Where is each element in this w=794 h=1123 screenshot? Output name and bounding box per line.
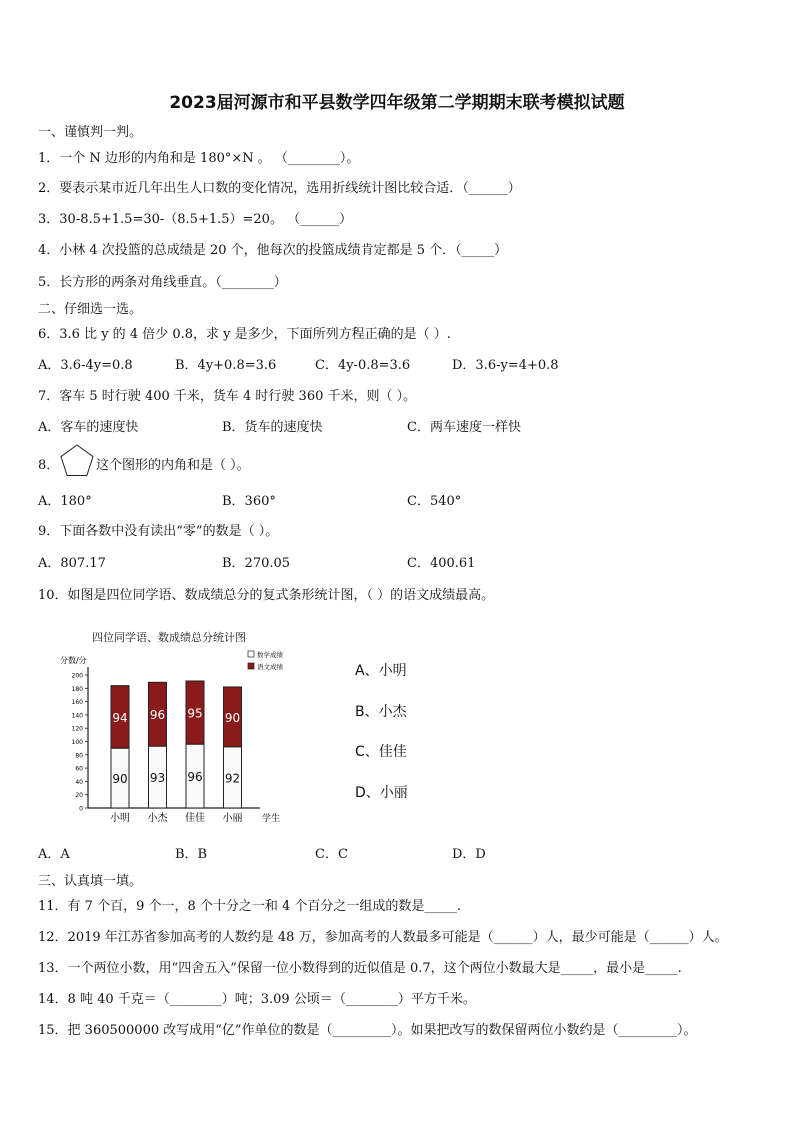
chart-choice-d: D、小丽 bbox=[355, 785, 408, 801]
section-2-heading: 二、仔细选一选。 bbox=[38, 302, 143, 317]
q7-option-a: A．客车的速度快 bbox=[38, 420, 139, 435]
y-tick-label: 100 bbox=[71, 739, 83, 746]
question-10: 10．如图是四位同学语、数成绩总分的复式条形统计图，（ ）的语文成绩最高。 bbox=[38, 588, 495, 603]
question-13: 13．一个两位小数，用“四舍五入”保留一位小数得到的近似值是 0.7，这个两位小数最大是_____，最小是_____. bbox=[38, 961, 682, 976]
y-tick-label: 180 bbox=[71, 685, 83, 693]
q10-option-b: B．B bbox=[175, 847, 208, 862]
q10-option-d: D．D bbox=[452, 847, 486, 862]
question-6: 6．3.6 比 y 的 4 倍少 0.8，求 y 是多少，下面所列方程正确的是（ ）. bbox=[38, 327, 451, 342]
section-1-heading: 一、谨慎判一判。 bbox=[38, 125, 143, 140]
bar-label-math: 92 bbox=[224, 771, 241, 786]
legend-label: 数学成绩 bbox=[257, 651, 283, 659]
q9-option-b: B．270.05 bbox=[222, 556, 291, 571]
bar-label-math: 90 bbox=[112, 772, 128, 787]
q6-option-a: A．3.6-4y=0.8 bbox=[38, 358, 133, 373]
q10-option-a: A．A bbox=[38, 847, 70, 862]
y-tick-label: 120 bbox=[71, 725, 83, 733]
q7-option-b: B．货车的速度快 bbox=[222, 420, 323, 435]
x-axis-label: 学生 bbox=[262, 814, 281, 824]
y-tick-label: 200 bbox=[71, 672, 83, 680]
y-tick-label: 0 bbox=[79, 805, 83, 813]
y-tick-label: 160 bbox=[71, 699, 83, 707]
q9-option-c: C．400.61 bbox=[407, 556, 476, 571]
q8-option-b: B．360° bbox=[222, 494, 276, 509]
q6-option-d: D．3.6-y=4+0.8 bbox=[452, 358, 559, 373]
question-9: 9．下面各数中没有读出“零”的数是（ ）。 bbox=[38, 524, 279, 539]
question-4: 4．小林 4 次投篮的总成绩是 20 个，他每次的投篮成绩肯定都是 5 个．（_____） bbox=[38, 243, 508, 258]
question-1: 1．一个 N 边形的内角和是 180°×N 。 （________）。 bbox=[38, 151, 360, 166]
question-5: 5．长方形的两条对角线垂直。（________） bbox=[38, 275, 287, 290]
x-tick-label: 小杰 bbox=[147, 813, 168, 824]
bar-label-math: 96 bbox=[187, 770, 203, 785]
question-11: 11．有 7 个百，9 个一，8 个十分之一和 4 个百分之一组成的数是_____. bbox=[38, 899, 462, 914]
legend-swatch bbox=[248, 663, 254, 669]
x-tick-label: 佳佳 bbox=[185, 813, 205, 824]
stacked-bar-chart bbox=[48, 625, 298, 830]
bar-label-chinese: 96 bbox=[149, 708, 166, 723]
y-tick-label: 140 bbox=[71, 712, 83, 720]
y-tick-label: 40 bbox=[75, 778, 83, 786]
bar-label-chinese: 90 bbox=[224, 710, 241, 725]
section-3-heading: 三、认真填一填。 bbox=[38, 874, 143, 889]
q7-option-c: C．两车速度一样快 bbox=[407, 420, 521, 435]
q8-option-a: A．180° bbox=[38, 494, 92, 509]
question-3: 3．30-8.5+1.5=30-（8.5+1.5）=20。 （______） bbox=[38, 212, 353, 227]
q10-option-c: C．C bbox=[315, 847, 348, 862]
chart-title: 四位同学语、数成绩总分统计图 bbox=[92, 631, 246, 644]
pentagon-figure bbox=[60, 444, 94, 478]
chart-choice-c: C、佳佳 bbox=[355, 744, 407, 760]
q8-option-c: C．540° bbox=[407, 494, 462, 509]
question-12: 12．2019 年江苏省参加高考的人数约是 48 万，参加高考的人数最多可能是（______）人，最少可能是（______）人。 bbox=[38, 930, 728, 945]
question-8-number: 8． bbox=[38, 458, 60, 473]
y-tick-label: 80 bbox=[75, 752, 83, 760]
bar-label-chinese: 94 bbox=[112, 710, 128, 725]
y-tick-label: 20 bbox=[75, 792, 83, 800]
legend-label: 语文成绩 bbox=[257, 663, 283, 671]
x-tick-label: 小明 bbox=[110, 813, 130, 824]
q6-option-b: B．4y+0.8=3.6 bbox=[175, 358, 277, 373]
question-7: 7．客车 5 时行驶 400 千米，货车 4 时行驶 360 千米，则（ ）。 bbox=[38, 389, 417, 404]
page-title: 2023届河源市和平县数学四年级第二学期期末联考模拟试题 bbox=[169, 93, 625, 113]
question-14: 14．8 吨 40 千克＝（________）吨；3.09 公顷＝（________）平方千米。 bbox=[38, 992, 476, 1007]
question-2: 2．要表示某市近几年出生人口数的变化情况，选用折线统计图比较合适．（______） bbox=[38, 181, 521, 196]
question-15: 15．把 360500000 改写成用“亿”作单位的数是（_________）。如果把改写的数保留两位小数约是（_________）。 bbox=[38, 1023, 697, 1038]
legend-swatch bbox=[248, 651, 254, 657]
chart-choice-a: A、小明 bbox=[355, 663, 407, 679]
x-tick-label: 小丽 bbox=[222, 813, 243, 824]
chart-choice-b: B、小杰 bbox=[355, 704, 407, 720]
y-axis-label: 分数/分 bbox=[60, 656, 87, 665]
q6-option-c: C．4y-0.8=3.6 bbox=[315, 358, 411, 373]
y-tick-label: 60 bbox=[75, 765, 83, 773]
bar-label-chinese: 95 bbox=[187, 706, 203, 721]
q9-option-a: A．807.17 bbox=[38, 556, 106, 571]
question-8-text: 这个图形的内角和是（ ）。 bbox=[96, 458, 250, 473]
bar-label-math: 93 bbox=[149, 771, 166, 786]
